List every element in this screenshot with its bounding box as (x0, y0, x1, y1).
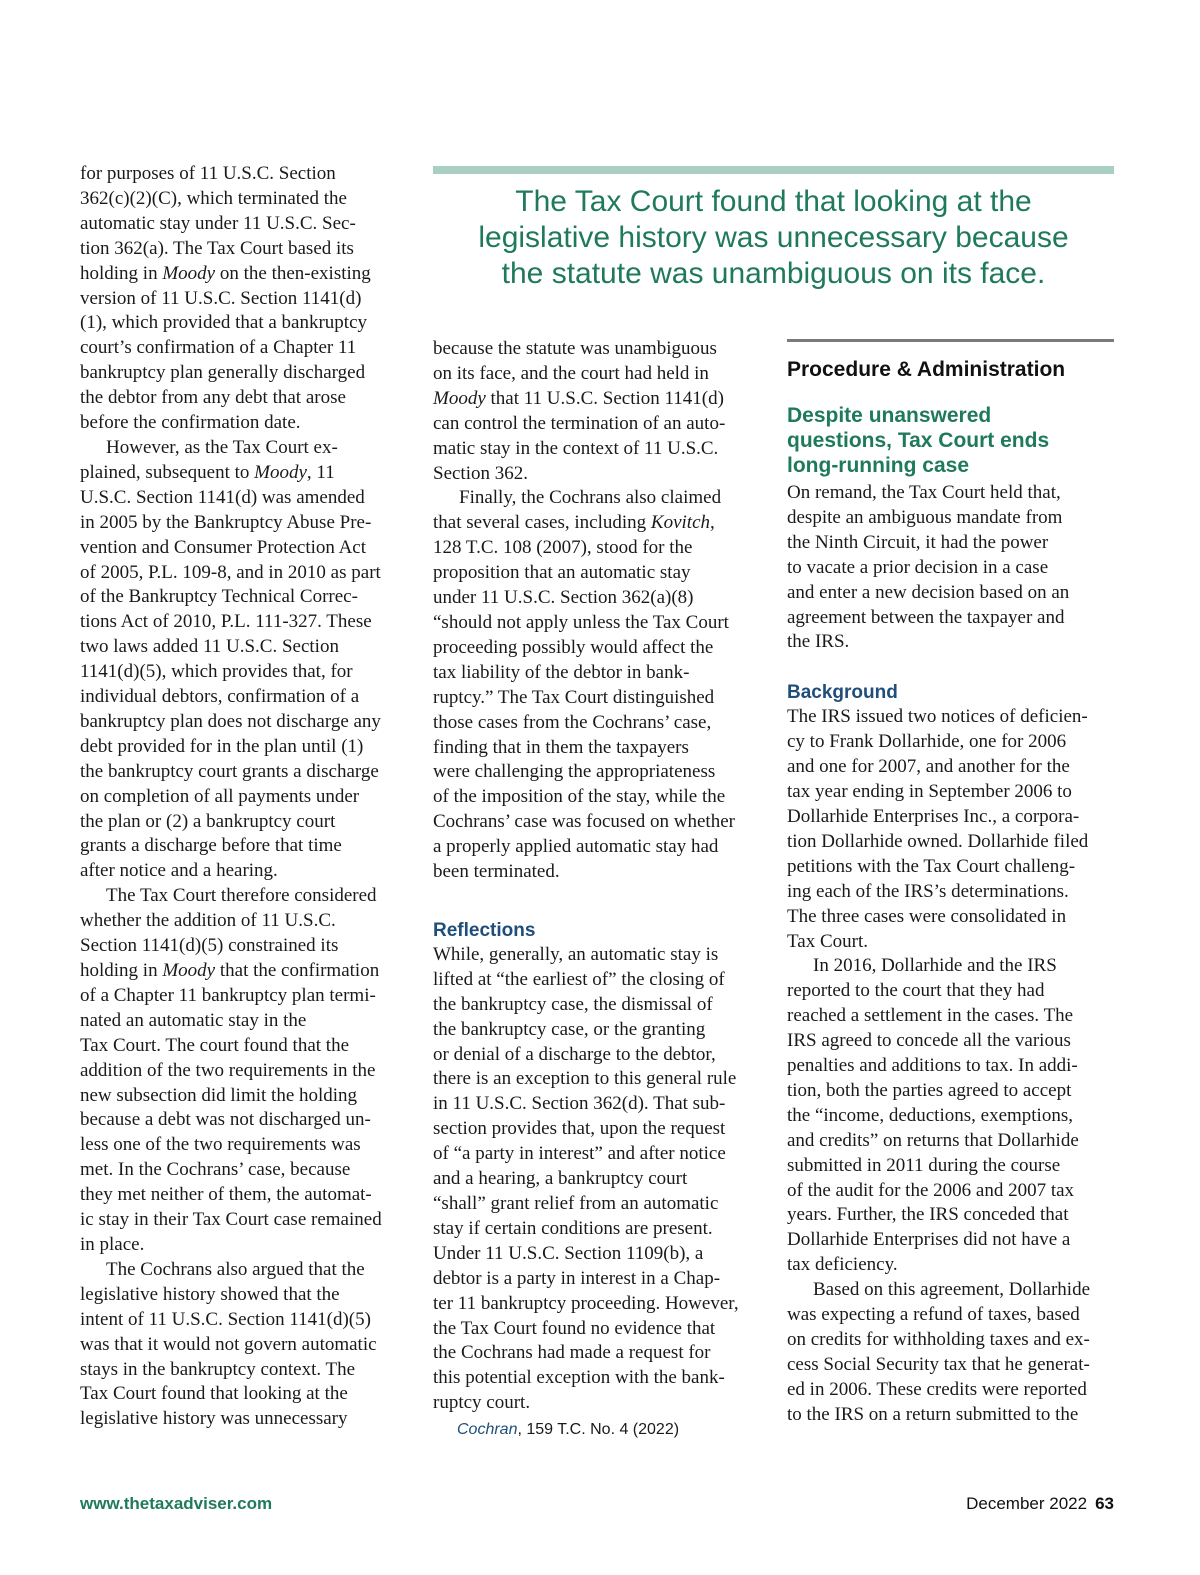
paragraph: On remand, the Tax Court held that, despite an ambiguous mandate from the Ninth Circuit, it had the power to vacate a prior decision in a case and enter a new decision based on an agreement between the taxpayer and the IRS. (787, 482, 1070, 653)
paragraph: for purposes of 11 U.S.C. Section 362(c)(2)(C), which terminated the automatic stay under 11 U.S.C. Sec- tion 362(a). The Tax Court based its holding in Moody on the then-existing version of 11 U.S.C. Section 1141(d) (1), which provided that a bankruptcy court’s confirmation of a Chapter 11 bankruptcy plan generally discharged the debtor from any debt that arose before the confirmation date. (80, 163, 371, 434)
case-name: Moody (254, 461, 307, 483)
footer-url[interactable]: www.thetaxadviser.com (80, 1494, 273, 1513)
column-left (80, 162, 415, 1432)
case-name: Kovitch (650, 512, 711, 534)
column-right (787, 340, 1117, 1428)
pull-quote: The Tax Court found that looking at the legislative history was unnecessary because the statute was unambiguous on its face. (478, 185, 1069, 290)
paragraph: While, generally, an automatic stay is lifted at “the earliest of” the closing of the bankruptcy case, the dismissal of the bankruptcy case, or the granting or denial of a discharge to the debtor, there is an exception to this general rule in 11 U.S.C. Section 362(d). That sub- section provides that, upon the request of “a party in interest” and after notice and a hearing, a bankruptcy court “shall” grant relief from an automatic stay if certain conditions are present. Under 11 U.S.C. Section 1109(b), a debtor is a party in interest in a Chap- ter 11 bankruptcy proceeding. However, the Tax Court found no evidence that the Cochrans had made a request for this potential exception with the bank- ruptcy court. (433, 943, 739, 1414)
paragraph: The IRS issued two notices of deficien- cy to Frank Dollarhide, one for 2006 and one for 2007, and another for the tax year ending in September 2006 to Dollarhide Enterprises Inc., a corpora- tion Dollarhide owned. Dollarhide filed petitions with the Tax Court challeng- ing each of the IRS’s determinations. The three cases were consolidated in Tax Court. (787, 706, 1089, 952)
reflections-heading: Reflections (433, 919, 536, 941)
page-number: 63 (1095, 1494, 1114, 1513)
article-heading: Despite unanswered questions, Tax Court ends long-running case (787, 404, 1050, 477)
citation-case: Cochran (457, 1421, 518, 1439)
background-heading: Background (787, 682, 898, 704)
paragraph: The Tax Court therefore considered whether the addition of 11 U.S.C. Section 1141(d)(5) constrained its holding in Moody that the confirmation of a Chapter 11 bankruptcy plan termi- nated an automatic stay in the Tax Court. The court found that the addition of the two requirements in the new subsection did limit the holding because a debt was not discharged un- less one of the two requirements was met. In the Cochrans’ case, because they met neither of them, the automat- ic stay in their Tax Court case remained in place. (80, 885, 382, 1255)
paragraph: Based on this agreement, Dollarhide was expecting a refund of taxes, based on credits for withholding taxes and ex- cess Social Security tax that he generat- ed in 2006. These credits were reported to the IRS on a return submitted to the (787, 1279, 1091, 1425)
case-name: Moody (162, 960, 216, 981)
paragraph: because the statute was unambiguous on its face, and the court had held in Moody that 11 U.S.C. Section 1141(d) can control the termination of an auto- matic stay in the context of 11 U.S.C. Section 362. (433, 338, 726, 484)
case-name: Moody (162, 262, 216, 284)
paragraph: In 2016, Dollarhide and the IRS reported to the court that they had reached a settlement in the cases. The IRS agreed to concede all the various penalties and additions to tax. In addi- tion, both the parties agreed to accept the “income, deductions, exemptions, and credits” on returns that Dollarhide submitted in 2011 during the course of the audit for the 2006 and 2007 tax years. Further, the IRS conceded that Dollarhide Enterprises did not have a tax deficiency. (787, 955, 1079, 1276)
footer-date: December 2022 (966, 1494, 1088, 1513)
case-name: Moody (433, 387, 486, 409)
column-middle (433, 337, 768, 1441)
section-title: Procedure & Administration (787, 358, 1066, 381)
paragraph: Finally, the Cochrans also claimed that several cases, including Kovitch, 128 T.C. 108 (2007), stood for the proposition that an automatic stay under 11 U.S.C. Section 362(a)(8) “should not apply unless the Tax Court proceeding possibly would affect the tax liability of the debtor in bank- ruptcy.” The Tax Court distinguished those cases from the Cochrans’ case, finding that in them the taxpayers were challenging the appropriateness of the imposition of the stay, while the Cochrans’ case was focused on whether a properly applied automatic stay had been terminated. (433, 487, 735, 883)
footer-date-page (966, 1494, 1114, 1514)
paragraph: However, as the Tax Court ex- plained, subsequent to Moody, 11 U.S.C. Section 1141(d) was amended in 2005 by the Bankruptcy Abuse Pre- vention and Consumer Protection Act of 2005, P.L. 109-8, and in 2010 as part of the Bankruptcy Technical Correc- tions Act of 2010, P.L. 111-327. These two laws added 11 U.S.C. Section 1141(d)(5), which provides that, for individual debtors, confirmation of a bankruptcy plan does not discharge any debt provided for in the plan until (1) the bankruptcy court grants a discharge on completion of all payments under the plan or (2) a bankruptcy court grants a discharge before that time after notice and a hearing. (80, 436, 381, 882)
pull-quote-rule (433, 166, 1114, 174)
citation: Cochran, 159 T.C. No. 4 (2022) (457, 1421, 680, 1439)
paragraph: The Cochrans also argued that the legislative history showed that the intent of 11 U.S.C. Section 1141(d)(5) was that it would not govern automatic stays in the bankruptcy context. The Tax Court found that looking at the legislative history was unnecessary (80, 1258, 377, 1430)
